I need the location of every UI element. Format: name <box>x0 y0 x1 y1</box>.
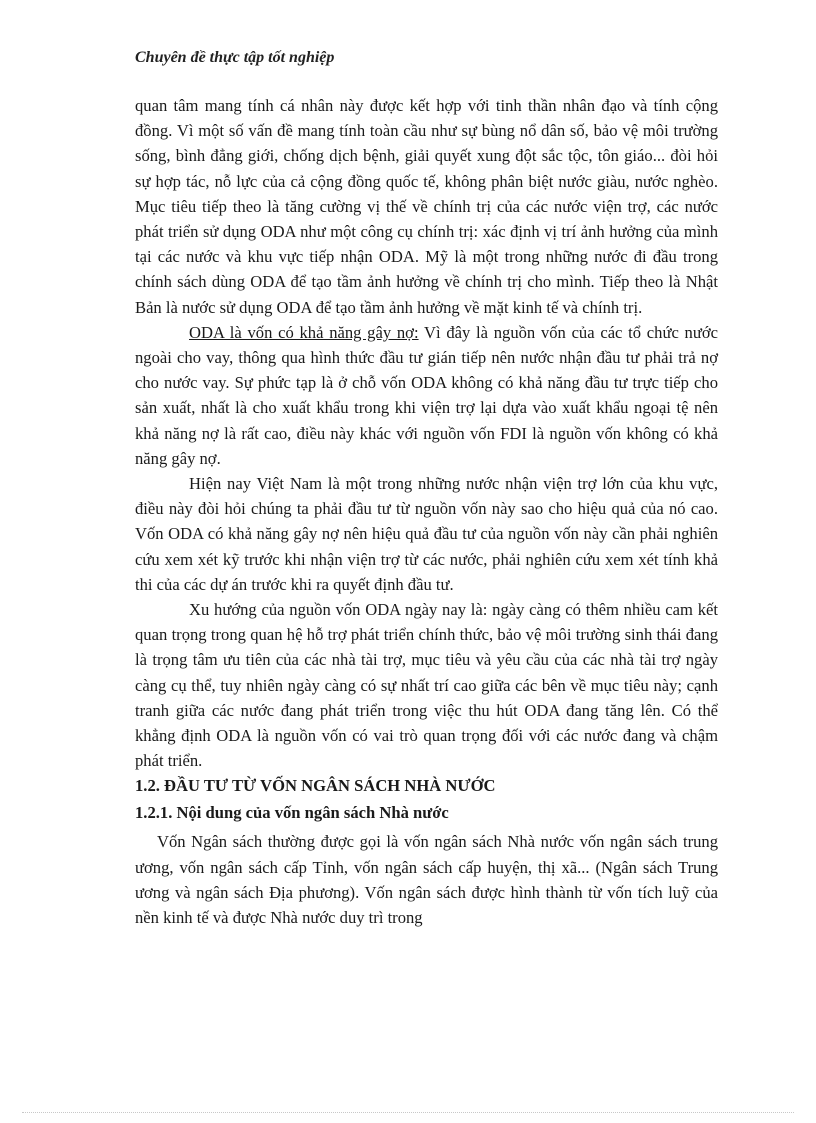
page-header-title: Chuyên đề thực tập tốt nghiệp <box>135 49 335 66</box>
paragraph: quan tâm mang tính cá nhân này được kết hợp với tinh thần nhân đạo và tính cộng đồng. Vì một số vấn đề mang tính toàn cầu như sự bùng nổ dân số, bảo vệ môi trường sống, bình đẳng giới, chống dịch bệnh, giải quyết xung đột sắc tộc, tôn giáo... đòi hỏi sự hợp tác, nỗ lực của cả cộng đồng quốc tế, không phân biệt nước giàu, nước nghèo. Mục tiêu tiếp theo là tăng cường vị thế về chính trị của các nước viện trợ, các nước phát triển sử dụng ODA như một công cụ chính trị: xác định vị trí ảnh hưởng của mình tại các nước và khu vực tiếp nhận ODA. Mỹ là một trong những nước đi đầu trong chính sách dùng ODA để tạo tầm ảnh hưởng về chính trị cho mình. Tiếp theo là Nhật Bản là nước sử dụng ODA để tạo tầm ảnh hưởng về mặt kinh tế và chính trị. <box>135 96 718 317</box>
underlined-lead-phrase: ODA là vốn có khả năng gây nợ: <box>189 322 419 342</box>
paragraph: Hiện nay Việt Nam là một trong những nước nhận viện trợ lớn của khu vực, điều này đòi hỏi chúng ta phải đầu tư từ nguồn vốn này sao cho hiệu quả của nó cao. Vốn ODA có khả năng gây nợ nên hiệu quả đầu tư của nguồn vốn này cần phải nghiên cứu xem xét kỹ trước khi nhận viện trợ từ các nước, phải nghiên cứu xem xét tính khả thi của các dự án trước khi ra quyết định đầu tư. <box>135 474 718 594</box>
paragraph <box>135 320 718 471</box>
paragraph: Vốn Ngân sách thường được gọi là vốn ngân sách Nhà nước vốn ngân sách trung ương, vốn ngân sách cấp Tỉnh, vốn ngân sách cấp huyện, thị xã... (Ngân sách Trung ương và ngân sách Địa phương). Vốn ngân sách được hình thành từ vốn tích luỹ của nền kinh tế và được Nhà nước duy trì trong <box>135 832 718 928</box>
document-body <box>135 93 718 930</box>
paragraph-text: Vì đây là nguồn vốn của các tổ chức nước ngoài cho vay, thông qua hình thức đầu tư gián tiếp nên nước nhận đầu tư phải trả nợ cho nước vay. Sự phức tạp là ở chỗ vốn ODA không có khả năng đầu tư trực tiếp cho sản xuất, nhất là cho xuất khẩu trong khi viện trợ lại dựa vào xuất khẩu ngoại tệ nên khả năng nợ là rất cao, điều này khác với nguồn vốn FDI là nguồn vốn không có khả năng gây nợ. <box>135 322 718 468</box>
paragraph: Xu hướng của nguồn vốn ODA ngày nay là: ngày càng có thêm nhiều cam kết quan trọng trong quan hệ hỗ trợ phát triển chính thức, bảo vệ môi trường sinh thái đang là trọng tâm ưu tiên của các nhà tài trợ, mục tiêu và yêu cầu của các nhà tài trợ ngày càng cụ thể, tuy nhiên ngày càng có sự nhất trí cao giữa các bên về mục tiêu này; cạnh tranh giữa các nước đang phát triển trong việc thu hút ODA đang tăng lên. Có thể khẳng định ODA là nguồn vốn có vai trò quan trọng đối với các nước đang và chậm phát triển. <box>135 600 718 771</box>
section-heading: 1.2. ĐẦU TƯ TỪ VỐN NGÂN SÁCH NHÀ NƯỚC <box>135 776 496 796</box>
subsection-heading: 1.2.1. Nội dung của vốn ngân sách Nhà nước <box>135 803 449 823</box>
page-bottom-divider <box>22 1112 794 1113</box>
